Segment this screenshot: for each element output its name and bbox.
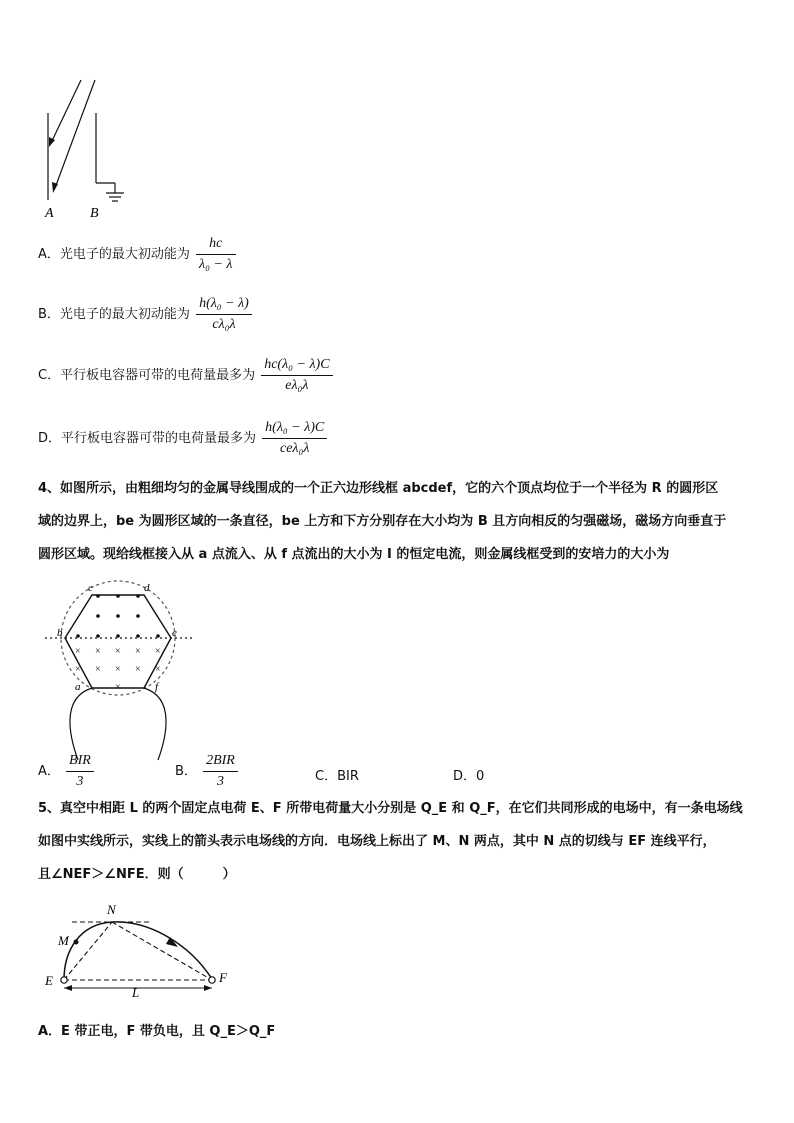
svg-text:×: × xyxy=(75,646,81,657)
lead-wire-f xyxy=(144,688,166,760)
circle-boundary xyxy=(61,581,175,695)
figure-parallel-plates xyxy=(35,75,135,225)
svg-text:d: d xyxy=(144,582,150,594)
q4-option-a-fraction: $\frac{\text{BIR}}{3}$ xyxy=(66,753,94,790)
q3-option-b[interactable] xyxy=(38,296,252,333)
q3-option-b-text: B．光电子的最大初动能为 xyxy=(38,307,190,322)
svg-text:b: b xyxy=(57,627,63,639)
q4-stem-line-1: 4、如图所示，由粗细均匀的金属导线围成的一个正六边形线框 abcdef，它的六个顶点均位于一个半径为 R 的圆形区 xyxy=(38,481,719,496)
figure-hexagon-field xyxy=(40,578,210,763)
q5-stem-line-3: 且∠NEF＞∠NFE．则（ ） xyxy=(38,867,236,882)
svg-text:×: × xyxy=(75,664,81,675)
light-ray-1 xyxy=(51,80,81,143)
q3-option-a-text: A．光电子的最大初动能为 xyxy=(38,247,190,262)
svg-text:×: × xyxy=(115,646,121,657)
q5-stem-line-1: 5、真空中相距 L 的两个固定点电荷 E、F 所带电荷量大小分别是 Q_E 和 Q_F，在它们共同形成的电场中，有一条电场线 xyxy=(38,801,743,816)
q3-option-d-fraction: $\frac{\text{h(λ₀ − λ)C}}{\text{ceλ₀λ}}$ xyxy=(262,420,327,457)
q4-option-b[interactable]: B． $\frac{\text{2BIR}}{3}$ xyxy=(175,753,238,790)
label-b: B xyxy=(90,206,99,221)
svg-text:×: × xyxy=(135,646,141,657)
q3-option-a-fraction: $\frac{hc}{\text{λ₀ − λ}}$ xyxy=(196,236,235,273)
q3-option-d[interactable] xyxy=(38,420,327,457)
q5-stem-line-2: 如图中实线所示，实线上的箭头表示电场线的方向．电场线上标出了 M、N 两点，其中 N 点的切线与 EF 连线平行， xyxy=(38,834,716,849)
svg-text:E: E xyxy=(45,973,53,988)
svg-text:e: e xyxy=(172,627,177,639)
svg-text:×: × xyxy=(115,682,121,693)
q3-option-a[interactable] xyxy=(38,236,236,273)
q4-stem-line-2: 域的边界上，be 为圆形区域的一条直径，be 上方和下方分别存在大小均为 B 且方向相反的匀强磁场，磁场方向垂直于 xyxy=(38,514,727,529)
q4-option-a[interactable]: A． $\frac{\text{BIR}}{3}$ xyxy=(38,753,94,790)
q4-stem xyxy=(38,472,760,571)
svg-text:×: × xyxy=(135,664,141,675)
point-m xyxy=(74,940,79,945)
figure-field-line xyxy=(40,900,240,1000)
q4-option-d[interactable]: D．0 xyxy=(453,769,485,784)
charge-e xyxy=(61,977,67,983)
q3-option-c-text: C．平行板电容器可带的电荷量最多为 xyxy=(38,368,256,383)
q3-option-c[interactable] xyxy=(38,357,333,394)
q4-option-b-fraction: $\frac{\text{2BIR}}{3}$ xyxy=(203,753,238,790)
q3-option-c-fraction: $\frac{\text{hc(λ₀ − λ)C}}{\text{eλ₀λ}}$ xyxy=(261,357,332,394)
q4-stem-line-3: 圆形区域。现给线框接入从 a 点流入、从 f 点流出的大小为 I 的恒定电流，则金属线框受到的安培力的大小为 xyxy=(38,547,670,562)
svg-text:L: L xyxy=(132,985,140,1000)
q5-stem xyxy=(38,792,760,891)
electric-field-line xyxy=(64,922,212,980)
svg-text:N: N xyxy=(107,902,116,917)
charge-f xyxy=(209,977,215,983)
q3-option-d-text: D．平行板电容器可带的电荷量最多为 xyxy=(38,431,257,446)
svg-text:F: F xyxy=(219,970,227,985)
svg-text:×: × xyxy=(95,646,101,657)
svg-text:c: c xyxy=(88,582,93,594)
q5-option-a[interactable]: A．E 带正电，F 带负电，且 Q_E＞Q_F xyxy=(38,1024,276,1039)
svg-text:×: × xyxy=(95,664,101,675)
svg-text:×: × xyxy=(155,646,161,657)
svg-text:×: × xyxy=(115,664,121,675)
svg-text:a: a xyxy=(75,681,81,693)
label-a: A xyxy=(45,206,54,221)
q3-option-b-fraction: $\frac{\text{h(λ₀ − λ)}}{\text{cλ₀λ}}$ xyxy=(196,296,252,333)
lead-wire-a xyxy=(70,688,92,760)
light-ray-2 xyxy=(55,80,95,188)
svg-text:M: M xyxy=(58,933,69,948)
svg-text:×: × xyxy=(155,664,161,675)
q4-option-c[interactable]: C．BIR xyxy=(315,769,359,784)
svg-text:f: f xyxy=(155,681,159,693)
